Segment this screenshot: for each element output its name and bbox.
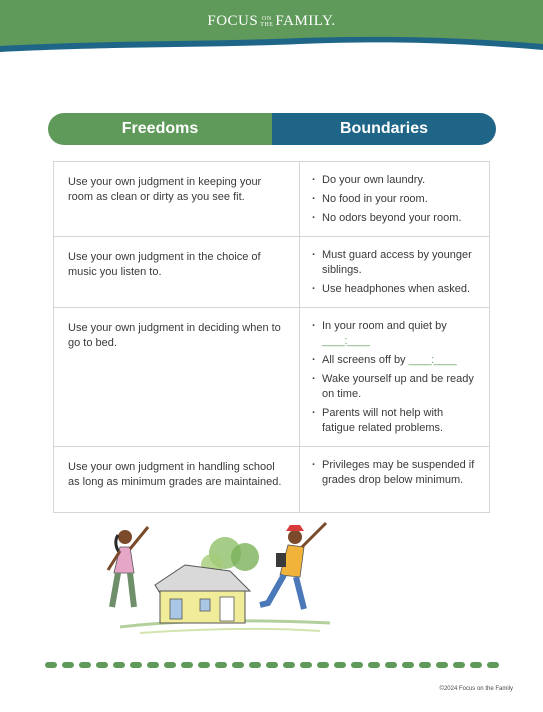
screens-off-label: All screens off by [322, 354, 406, 366]
freedoms-header: Freedoms [48, 113, 272, 145]
list-item: · Privileges may be suspended if grades drop below minimum. [312, 458, 475, 488]
freedom-cell: Use your own judgment in handling school as long as minimum grades are maintained. [54, 447, 300, 513]
list-item: · Wake yourself up and be ready on time. [312, 372, 475, 402]
copyright-text: ©2024 Focus on the Family [439, 686, 513, 692]
header-banner [0, 0, 543, 70]
list-item [312, 353, 475, 368]
logo-word-on: ON [261, 15, 272, 22]
boundary-cell [300, 237, 490, 308]
list-item: · No food in your room. [312, 192, 475, 207]
list-item [312, 319, 475, 349]
quiet-time-label: In your room and quiet by [322, 320, 447, 332]
freedom-cell: Use your own judgment in deciding when to go to bed. [54, 308, 300, 447]
boundary-list [312, 458, 475, 488]
table-row [54, 237, 490, 308]
table-row [54, 162, 490, 237]
list-item: · No odors beyond your room. [312, 211, 475, 226]
boundary-cell [300, 308, 490, 447]
boundary-cell [300, 162, 490, 237]
list-item: · Do your own laundry. [312, 173, 475, 188]
dashed-divider [45, 660, 500, 670]
header-wave-graphic [0, 0, 543, 70]
table-row [54, 308, 490, 447]
table-row [54, 447, 490, 513]
freedom-cell: Use your own judgment in keeping your room as clean or dirty as you see fit. [54, 162, 300, 237]
boundary-list [312, 173, 475, 226]
brand-logo [0, 13, 543, 30]
boundaries-header: Boundaries [272, 113, 496, 145]
screens-off-blank: ____:____ [408, 354, 457, 366]
logo-small-words [260, 16, 273, 28]
column-header-pill [48, 113, 496, 145]
boundary-list [312, 248, 475, 297]
list-item: · Parents will not help with fatigue related problems. [312, 406, 475, 436]
freedom-cell: Use your own judgment in the choice of music you listen to. [54, 237, 300, 308]
boundary-list [312, 319, 475, 436]
boundary-cell [300, 447, 490, 513]
quiet-time-blank: ____:____ [322, 335, 370, 347]
logo-word-focus: FOCUS [207, 13, 259, 29]
kids-cheering-house-illustration [100, 515, 340, 640]
logo-word-family: FAMILY. [275, 13, 336, 29]
list-item: · Use headphones when asked. [312, 282, 475, 297]
logo-word-the: THE [260, 21, 274, 28]
list-item: · Must guard access by younger siblings. [312, 248, 475, 278]
freedoms-boundaries-table [53, 161, 490, 513]
